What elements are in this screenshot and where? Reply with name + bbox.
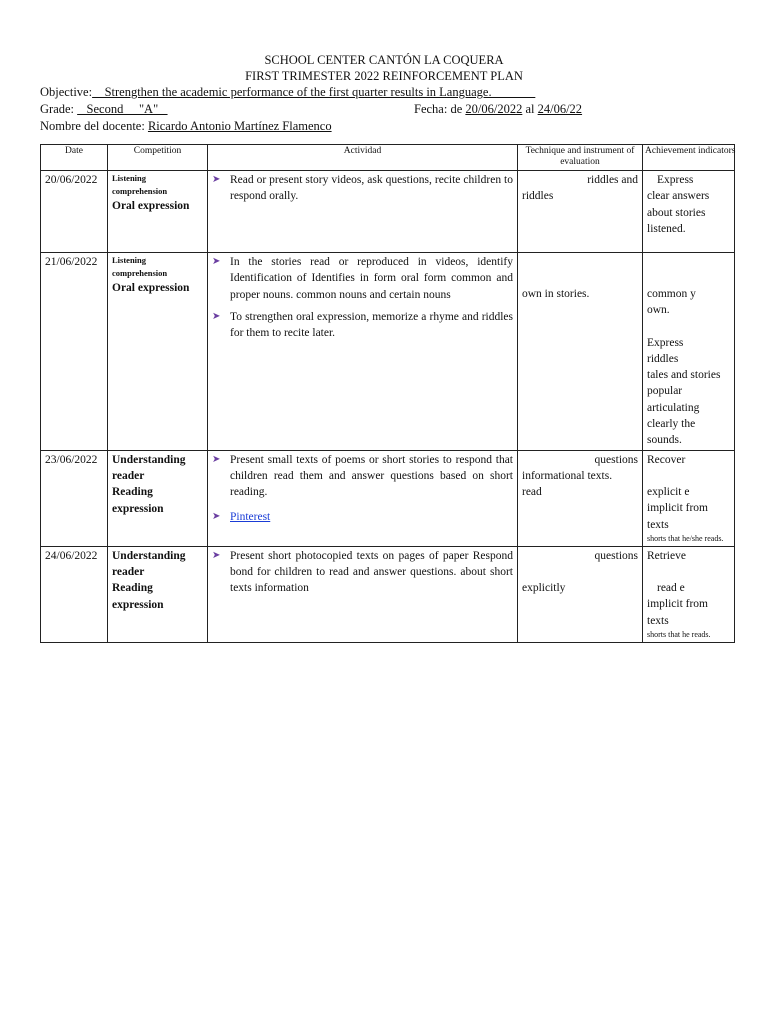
activity-item: ➤ In the stories read or reproduced in videos, identify Identification of Identifies in form oral form common and proper nouns. common nouns and certain nouns [212,254,513,303]
teacher-label: Nombre del docente: [40,119,145,133]
fecha-from: 20/06/2022 [465,102,523,116]
row-date: 24/06/2022 [41,546,108,642]
pinterest-link[interactable]: Pinterest [230,510,271,523]
reinforcement-plan-table [40,144,735,643]
technique-cell: riddles and riddles [518,171,643,253]
table-row [41,171,735,253]
activity-item: ➤ Read or present story videos, ask questions, recite children to respond orally. [212,172,513,205]
header-date: Date [41,145,108,171]
achievement-cell: Express clear answers about stories listened. [643,171,735,253]
arrow-bullet-icon: ➤ [212,453,221,465]
table-row [41,450,735,546]
header-technique: Technique and instrument of evaluation [518,145,643,171]
arrow-bullet-icon: ➤ [212,256,221,267]
arrow-bullet-icon: ➤ [212,549,221,561]
activity-cell [208,450,518,546]
fecha-label: Fecha: de [414,102,463,116]
competition-cell [108,546,208,642]
row-date: 23/06/2022 [41,450,108,546]
link-item [212,509,513,525]
competition-secondary: Reading expression [112,582,164,611]
header-achievement: Achievement indicators [643,145,735,171]
activity-cell [208,171,518,253]
achievement-cell: Retrieve read e implicit from texts shorts that he reads. [643,546,735,642]
activity-cell [208,253,518,451]
activity-item: ➤ Present short photocopied texts on pages of paper Respond bond for children to read and answer questions. about short texts information [212,548,513,597]
achievement-cell: common y own. Express riddles tales and stories popular articulating clearly the sounds. [643,253,735,451]
technique-cell: questions informational texts. read [518,450,643,546]
grade-label: Grade: [40,102,75,116]
objective-label: Objective: [40,85,93,99]
plan-title: FIRST TRIMESTER 2022 REINFORCEMENT PLAN [245,69,523,83]
objective-line [40,85,535,100]
activity-item: ➤ To strengthen oral expression, memorize a rhyme and riddles for them to recite later. [212,309,513,342]
competition-cell [108,450,208,546]
header-actividad: Actividad [208,145,518,171]
row-date: 21/06/2022 [41,253,108,451]
competition-small: Listening comprehension [112,255,168,278]
objective-value: Strengthen the academic performance of the first quarter results in Language. [92,85,536,99]
competition-secondary: Reading expression [112,486,164,515]
activity-cell [208,546,518,642]
competition-main: Oral expression [112,200,190,212]
competition-cell [108,171,208,253]
competition-cell [108,253,208,451]
table-header-row [41,145,735,171]
teacher-value: Ricardo Antonio Martínez Flamenco [147,119,332,133]
achievement-cell: Recover explicit e implicit from texts shorts that he/she reads. [643,450,735,546]
fecha-line [414,102,582,117]
competition-main: Understanding reader [112,453,186,482]
fecha-al: al [525,102,535,116]
table-row [41,546,735,642]
school-name: SCHOOL CENTER CANTÓN LA COQUERA [264,53,504,67]
header-competition: Competition [108,145,208,171]
arrow-bullet-icon: ➤ [212,174,221,185]
row-date: 20/06/2022 [41,171,108,253]
technique-cell: own in stories. [518,253,643,451]
arrow-bullet-icon: ➤ [212,310,221,322]
technique-cell: questions explicitly [518,546,643,642]
competition-small: Listening comprehension [112,173,168,196]
competition-main: Understanding reader [112,549,186,579]
fecha-to: 24/06/22 [537,102,583,116]
activity-item: ➤ Present small texts of poems or short stories to respond that children read them and answer questions based on short reading. [212,452,513,501]
teacher-line [40,119,332,134]
grade-line [40,102,168,117]
grade-value: Second "A" [77,102,168,116]
table-row [41,253,735,451]
arrow-bullet-icon: ➤ [212,510,221,522]
competition-main: Oral expression [112,282,190,294]
